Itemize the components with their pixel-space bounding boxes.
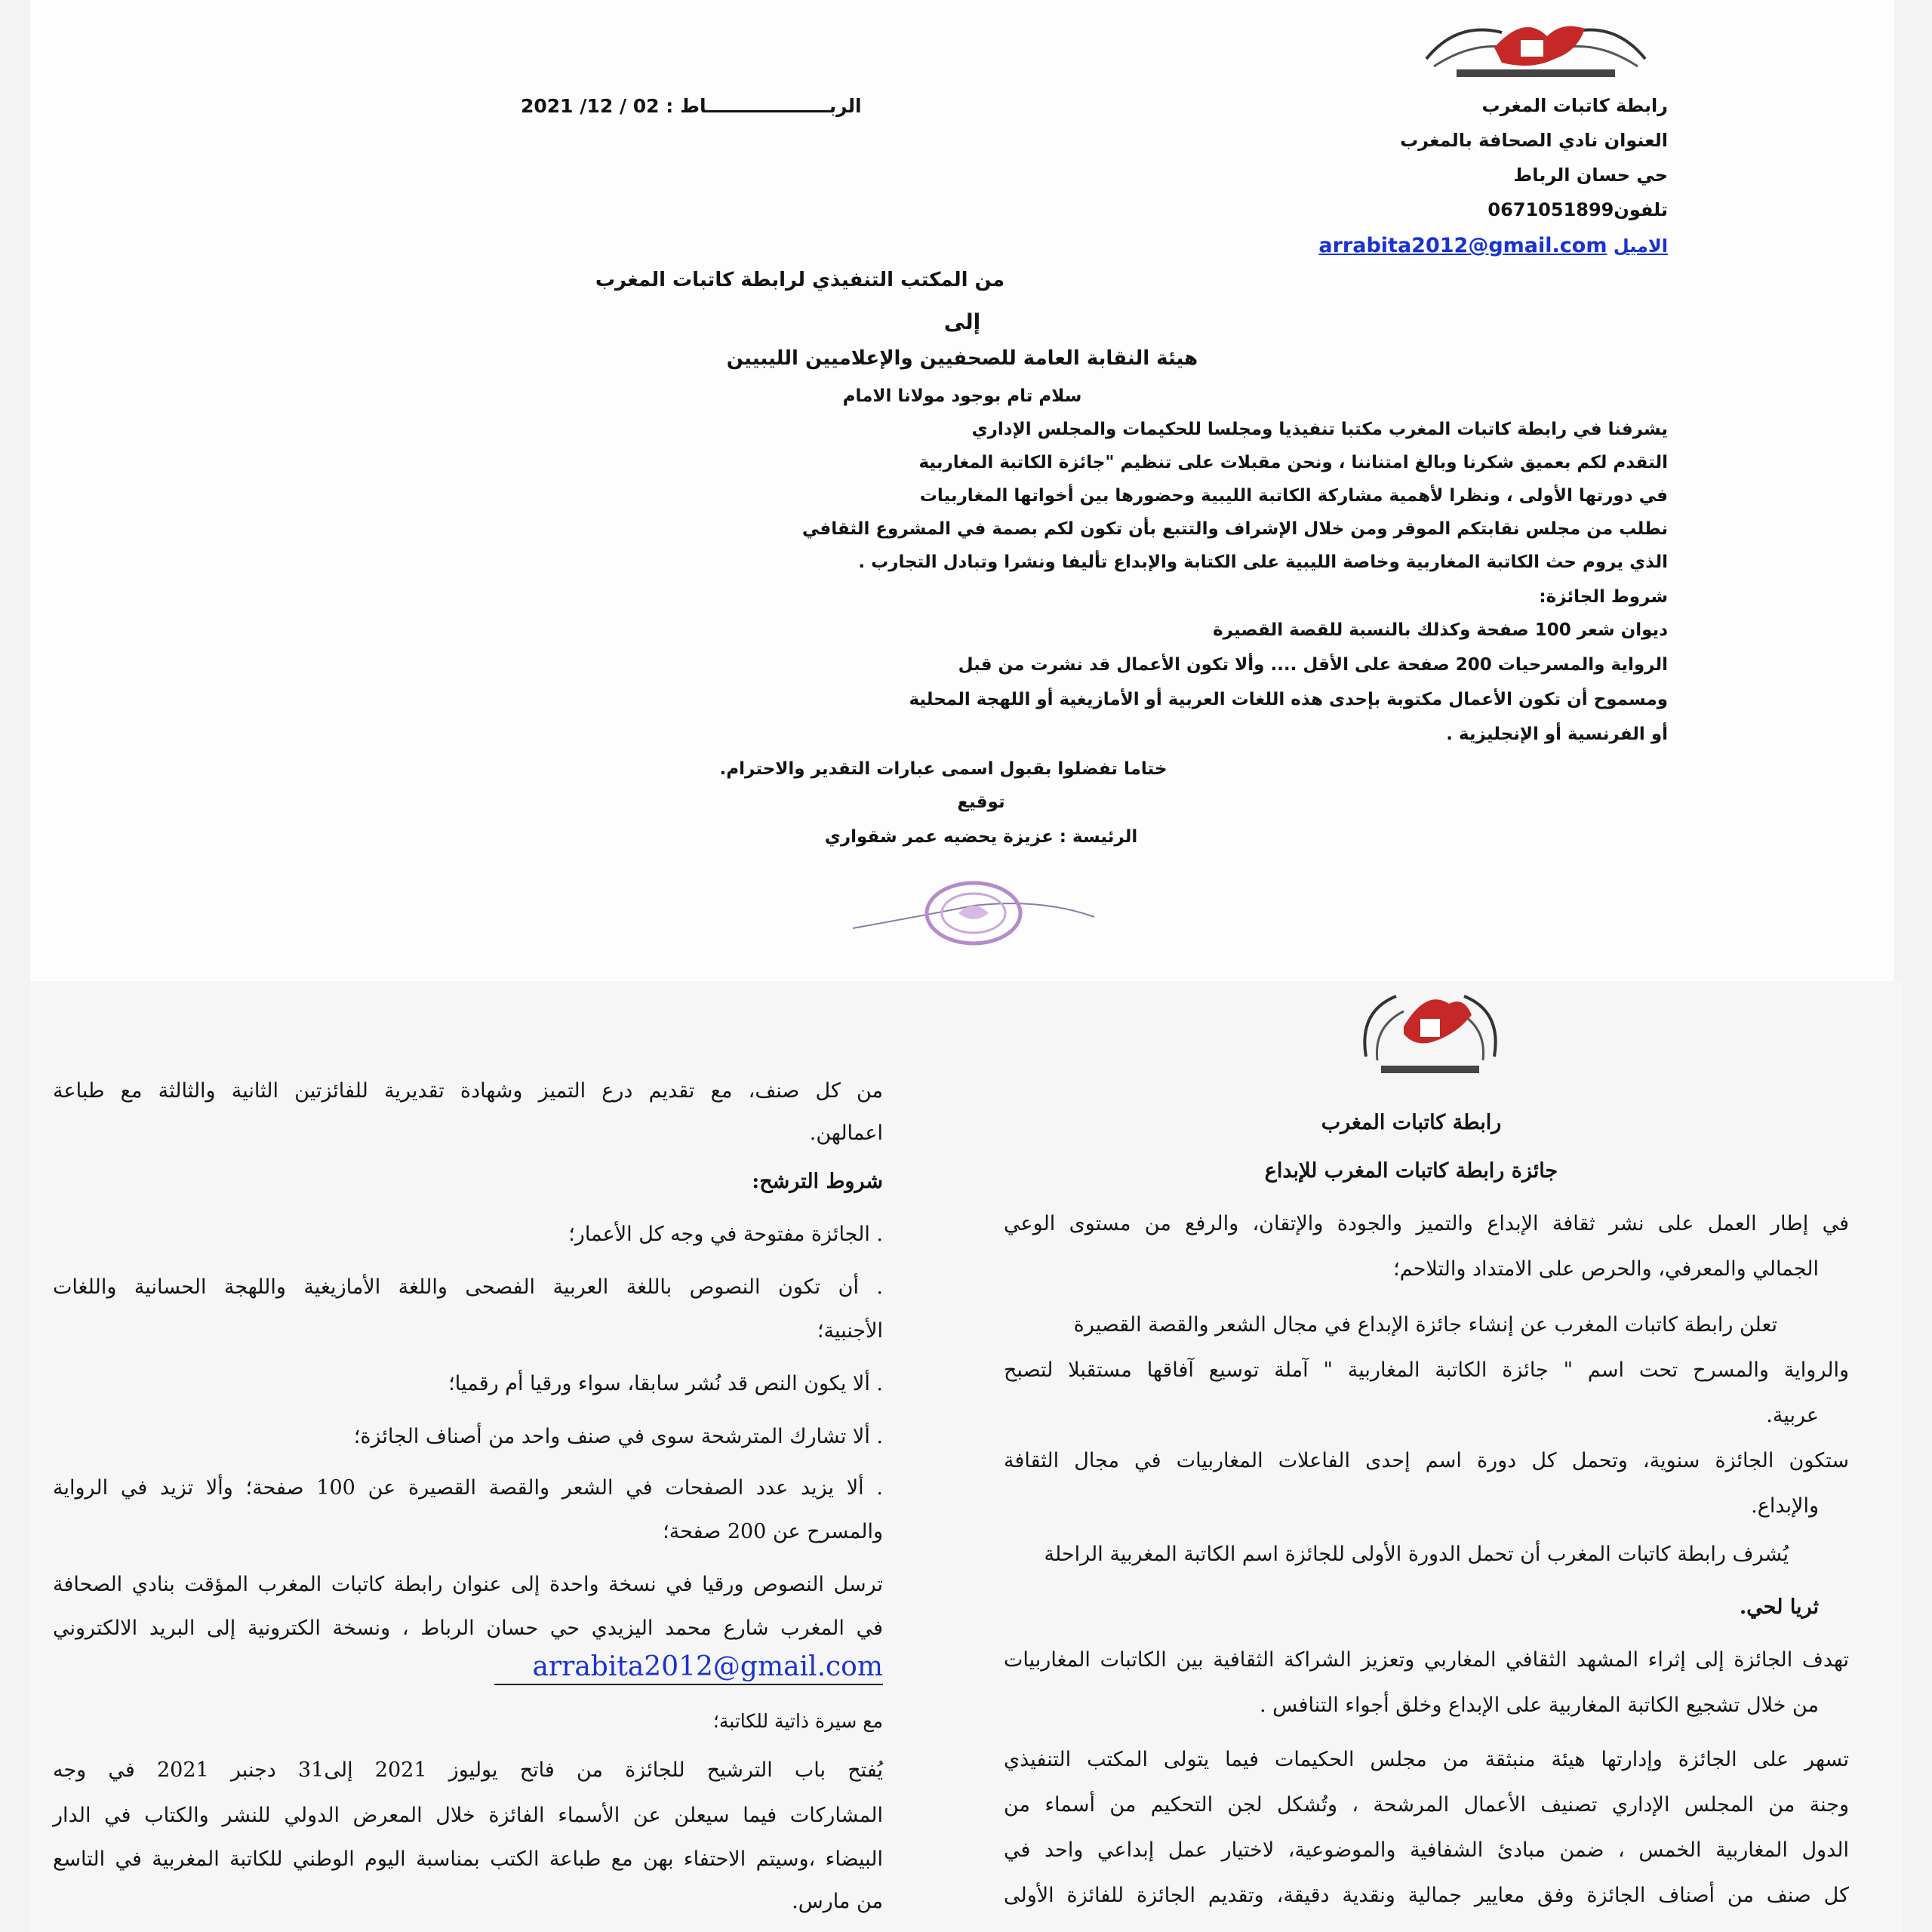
body-line: التقدم لكم بعميق شكرنا وبالغ امتناننا ، ونحن مقبلات على تنظيم "جائزة الكاتبة المغاربية bbox=[918, 453, 1668, 472]
condition-line: الرواية والمسرحيات 200 صفحة على الأقل .... وألا تكون الأعمال قد نشرت من قبل bbox=[958, 655, 1668, 675]
prize-title: جائزة رابطة كاتبات المغرب للإبداع bbox=[1264, 1159, 1558, 1183]
from-line: من المكتب التنفيذي لرابطة كاتبات المغرب bbox=[595, 269, 1005, 291]
right-text-line: وجنة من المجلس الإداري تصنيف الأعمال المرشحة ، وتُشكل لجن التحكيم من أسماء من bbox=[1004, 1793, 1849, 1817]
right-text-line: يُشرف رابطة كاتبات المغرب أن تحمل الدورة الأولى للجائزة اسم الكاتبة المغربية الراحلة bbox=[1044, 1543, 1789, 1566]
right-text-line: ثريا لحي. bbox=[1739, 1595, 1819, 1619]
left-text-line: . ألا تشارك المترشحة سوى في صنف واحد من أصناف الجائزة؛ bbox=[353, 1425, 883, 1448]
phone-label: تلفون bbox=[1614, 199, 1668, 220]
place-date: الربـــــــــــــــــــاط : 02 / 12/ 2021 bbox=[521, 95, 862, 117]
recipient: هيئة النقابة العامة للصحفيين والإعلاميين الليبيين bbox=[726, 347, 1198, 370]
right-text-line: تهدف الجائزة إلى إثراء المشهد الثقافي المغاربي وتعزيز الشراكة الثقافية بين الكاتبات المغاربيات bbox=[1004, 1648, 1849, 1672]
greeting: سلام تام بوجود مولانا الامام bbox=[842, 386, 1082, 406]
signature-label: توقيع bbox=[957, 792, 1005, 812]
left-text-line: . أن تكون النصوص باللغة العربية الفصحى واللغة الأمازيغية واللهجة الحسانية واللغات bbox=[53, 1275, 883, 1299]
body-line: الذي يروم حث الكاتبة المغاربية وخاصة الليبية على الكتابة والإبداع تأليفا ونشرا وتبادل التجارب . bbox=[858, 552, 1668, 572]
left-text-line: الأجنبية؛ bbox=[817, 1319, 883, 1343]
official-stamp bbox=[845, 875, 1102, 951]
announcement-page bbox=[30, 981, 1902, 1932]
left-text-line: يُفتح باب الترشيح للجائزة من فاتح يوليوز 2021 إلى31 دجنبر 2021 في وجه bbox=[53, 1758, 883, 1782]
right-text-line: من خلال تشجيع الكاتبة المغاربية على الإبداع وخلق أجواء التنافس . bbox=[1259, 1694, 1819, 1717]
left-text-line: من كل صنف، مع تقديم درع التميز وشهادة تقديرية للفائزتين الثانية والثالثة مع طباعة bbox=[53, 1079, 883, 1103]
left-text-line: اعمالهن. bbox=[809, 1121, 883, 1145]
left-text-line: من مارس. bbox=[792, 1890, 883, 1913]
left-text-line: والمسرح عن 200 صفحة؛ bbox=[663, 1520, 883, 1543]
condition-line: ومسموح أن تكون الأعمال مكتوبة بإحدى هذه اللغات العربية أو الأمازيغية أو اللهجة المحلية bbox=[909, 690, 1668, 709]
district-line: حي حسان الرباط bbox=[1513, 165, 1668, 186]
address-line: العنوان نادي الصحافة بالمغرب bbox=[1400, 130, 1668, 151]
left-text-line: . ألا يزيد عدد الصفحات في الشعر والقصة القصيرة عن 100 صفحة؛ وألا تزيد في الرواية bbox=[53, 1476, 883, 1500]
body-line: يشرفنا في رابطة كاتبات المغرب مكتبا تنفيذيا ومجلسا للحكيمات والمجلس الإداري bbox=[971, 420, 1668, 439]
right-text-line: تسهر على الجائزة وإدارتها هيئة منبثقة من مجلس الحكيمات فيما يتولى المكتب التنفيذي bbox=[1004, 1748, 1849, 1771]
left-text-line: في المغرب شارع محمد اليزيدي حي حسان الرباط ، ونسخة الكترونية إلى البريد الالكتروني bbox=[53, 1617, 883, 1640]
to-word: إلى bbox=[943, 309, 981, 334]
right-text-line: تعلن رابطة كاتبات المغرب عن إنشاء جائزة الإبداع في مجال الشعر والقصة القصيرة bbox=[1073, 1313, 1777, 1337]
president-signature: الرئيسة : عزيزة يحضيه عمر شقواري bbox=[824, 827, 1138, 847]
right-text-line: والرواية والمسرح تحت اسم " جائزة الكاتبة المغاربية " آملة توسيع آفاقها مستقبلا لتصبح bbox=[1004, 1358, 1849, 1382]
right-text-line: في إطار العمل على نشر ثقافة الإبداع والتميز والجودة والإتقان، والرفع من مستوى الوعي bbox=[1004, 1212, 1849, 1235]
right-text-line: الدول المغاربية الخمس ، ضمن مبادئ الشفافية والموضوعية، لاختيار عمل إبداعي واحد في bbox=[1004, 1838, 1849, 1862]
right-text-line: والإبداع. bbox=[1751, 1494, 1819, 1518]
email-link[interactable]: arrabita2012@gmail.com bbox=[494, 1651, 883, 1685]
body-line: في دورتها الأولى ، ونظرا لأهمية مشاركة الكاتبة الليبية وحضورها بين أخواتها المغاربيات bbox=[919, 486, 1668, 506]
left-section-title: شروط الترشح: bbox=[752, 1170, 883, 1193]
condition-line: أو الفرنسية أو الإنجليزية . bbox=[1446, 724, 1668, 744]
email-link[interactable]: arrabita2012@gmail.com bbox=[1318, 234, 1607, 257]
left-text-line: المشاركات فيما سيعلن عن الأسماء الفائزة خلال المعرض الدولي للنشر والكتاب في الدار bbox=[53, 1804, 883, 1827]
right-text-line: الجمالي والمعرفي، والحرص على الامتداد والتلاحم؛ bbox=[1393, 1257, 1819, 1281]
right-text-line: ستكون الجائزة سنوية، وتحمل كل دورة اسم إحدى الفاعلات المغاربيات في مجال الثقافة bbox=[1004, 1449, 1849, 1472]
email-line bbox=[1318, 234, 1668, 257]
right-text-line: عربية. bbox=[1766, 1404, 1819, 1427]
emblem-logo bbox=[1351, 981, 1509, 1079]
phone-number: 0671051899 bbox=[1487, 199, 1614, 220]
condition-line: ديوان شعر 100 صفحة وكذلك بالنسبة للقصة القصيرة bbox=[1213, 620, 1668, 640]
left-text-line: . ألا يكون النص قد نُشر سابقا، سواء ورقيا أم رقميا؛ bbox=[448, 1372, 883, 1395]
org-title: رابطة كاتبات المغرب bbox=[1321, 1111, 1502, 1134]
org-name: رابطة كاتبات المغرب bbox=[1481, 95, 1668, 116]
letter-page bbox=[30, 0, 1894, 981]
right-text-line: كل صنف من أصناف الجائزة وفق معايير جمالية ونقدية دقيقة، وتقديم الجائزة للفائزة الأولى bbox=[1004, 1884, 1849, 1907]
left-text-line: ترسل النصوص ورقيا في نسخة واحدة إلى عنوان رابطة كاتبات المغرب المؤقت بنادي الصحافة bbox=[53, 1573, 883, 1596]
body-line: نطلب من مجلس نقابتكم الموقر ومن خلال الإشراف والتتبع بأن تكون لكم بصمة في المشروع الثقافي bbox=[801, 519, 1668, 539]
left-text-line: مع سيرة ذاتية للكاتبة؛ bbox=[712, 1710, 883, 1732]
email-label[interactable]: الاميل bbox=[1613, 235, 1668, 257]
closing-line: ختاما تفضلوا بقبول اسمى عبارات التقدير والاحترام. bbox=[719, 759, 1168, 779]
left-text-line: . الجائزة مفتوحة في وجه كل الأعمار؛ bbox=[568, 1223, 883, 1246]
conditions-title: شروط الجائزة: bbox=[1539, 587, 1668, 607]
emblem-logo bbox=[1411, 6, 1660, 82]
phone-line bbox=[1487, 199, 1668, 220]
left-text-line: البيضاء ،وسيتم الاحتفاء بهن مع طباعة الكتب بمناسبة اليوم الوطني للكاتبة المغربية في التاسع bbox=[53, 1847, 883, 1871]
